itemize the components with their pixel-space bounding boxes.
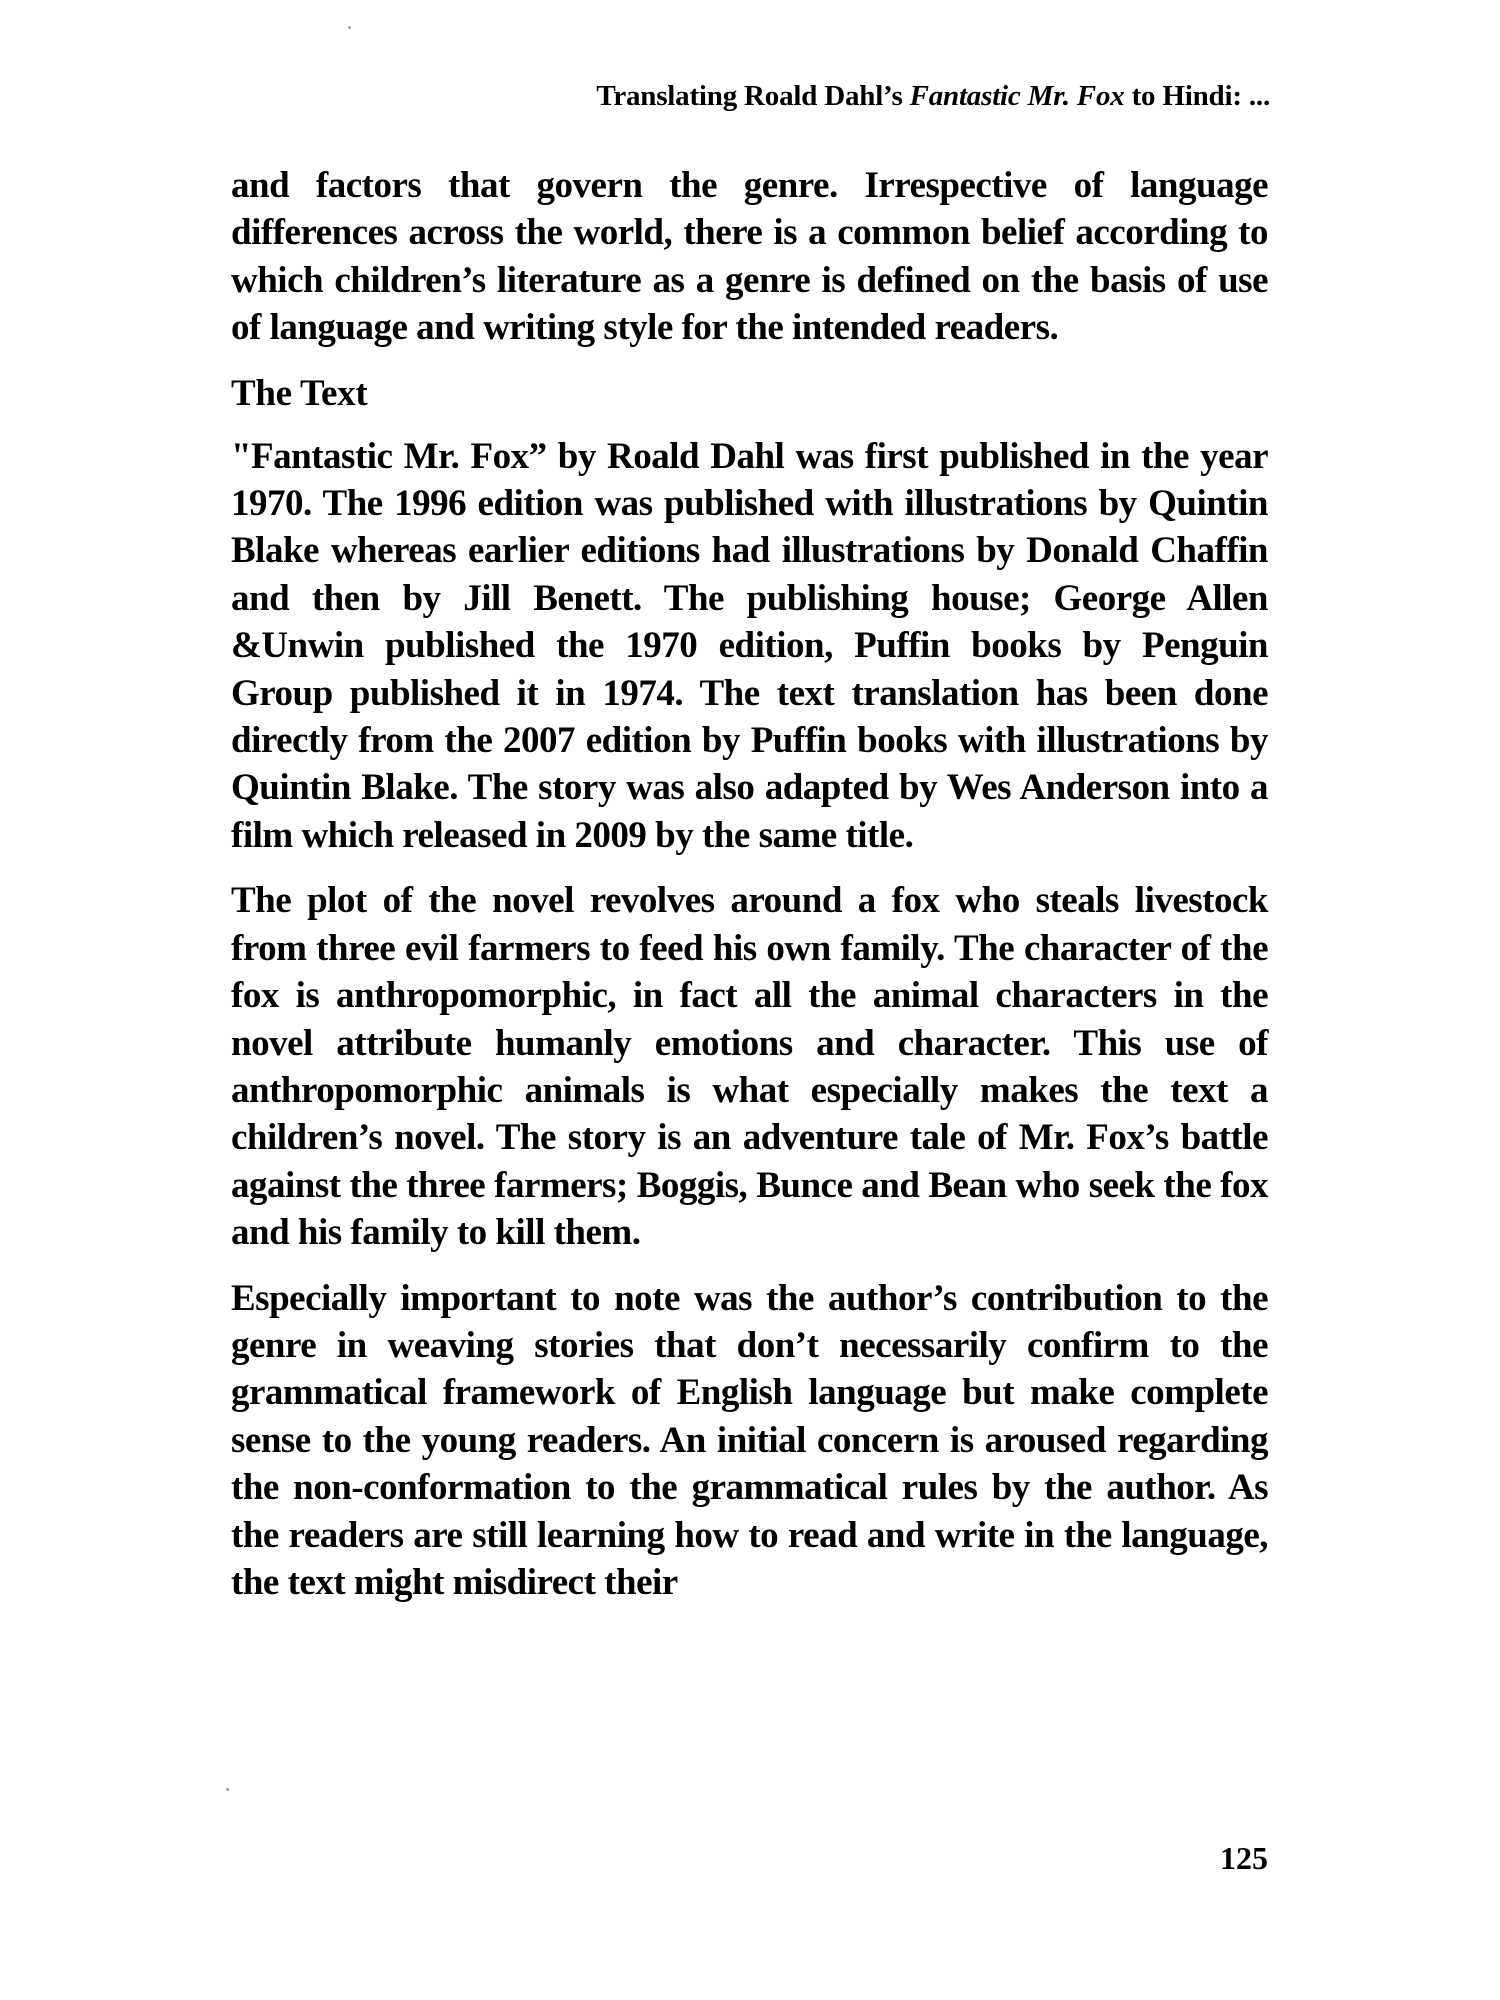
running-header-prefix: Translating Roald Dahl’s <box>596 80 910 112</box>
running-header <box>596 80 1270 113</box>
paragraph-4: Especially important to note was the author’s contribution to the genre in weaving stories that don’t necessarily confirm to the grammatical framework of English language but make complete sense to the young readers. An initial concern is aroused regarding the non-conformation to the grammatical rules by the author. As the readers are still learning how to read and write in the language, the text might misdirect their <box>231 1277 1268 1603</box>
paragraph-1: and factors that govern the genre. Irrespective of language differences across the world, there is a common belief according to which children’s literature as a genre is defined on the basis of use of language and writing style for the intended readers. <box>231 165 1268 349</box>
running-header-title: Fantastic Mr. Fox <box>909 80 1125 112</box>
running-header-suffix: to Hindi: ... <box>1124 80 1270 112</box>
scan-speck <box>226 1788 229 1791</box>
page-number: 125 <box>1220 1840 1268 1876</box>
scan-speck <box>348 26 351 29</box>
body-text <box>231 162 1268 1624</box>
paragraph-3: The plot of the novel revolves around a fox who steals livestock from three evil farmers to feed his own family. The character of the fox is anthropomorphic, in fact all the animal characters in the novel attribute humanly emotions and character. This use of anthropomorphic animals is what especially makes the text a children’s novel. The story is an adventure tale of Mr. Fox’s battle against the three farmers; Boggis, Bunce and Bean who seek the fox and his family to kill them. <box>231 880 1268 1254</box>
paragraph-2: "Fantastic Mr. Fox” by Roald Dahl was first published in the year 1970. The 1996 edition was published with illustrations by Quintin Blake whereas earlier editions had illustrations by Donald Chaffin and then by Jill Benett. The publishing house; George Allen &Unwin published the 1970 edition, Puffin books by Penguin Group published it in 1974. The text translation has been done directly from the 2007 edition by Puffin books with illustrations by Quintin Blake. The story was also adapted by Wes Anderson into a film which released in 2009 by the same title. <box>231 435 1268 856</box>
section-heading: The Text <box>231 372 368 414</box>
